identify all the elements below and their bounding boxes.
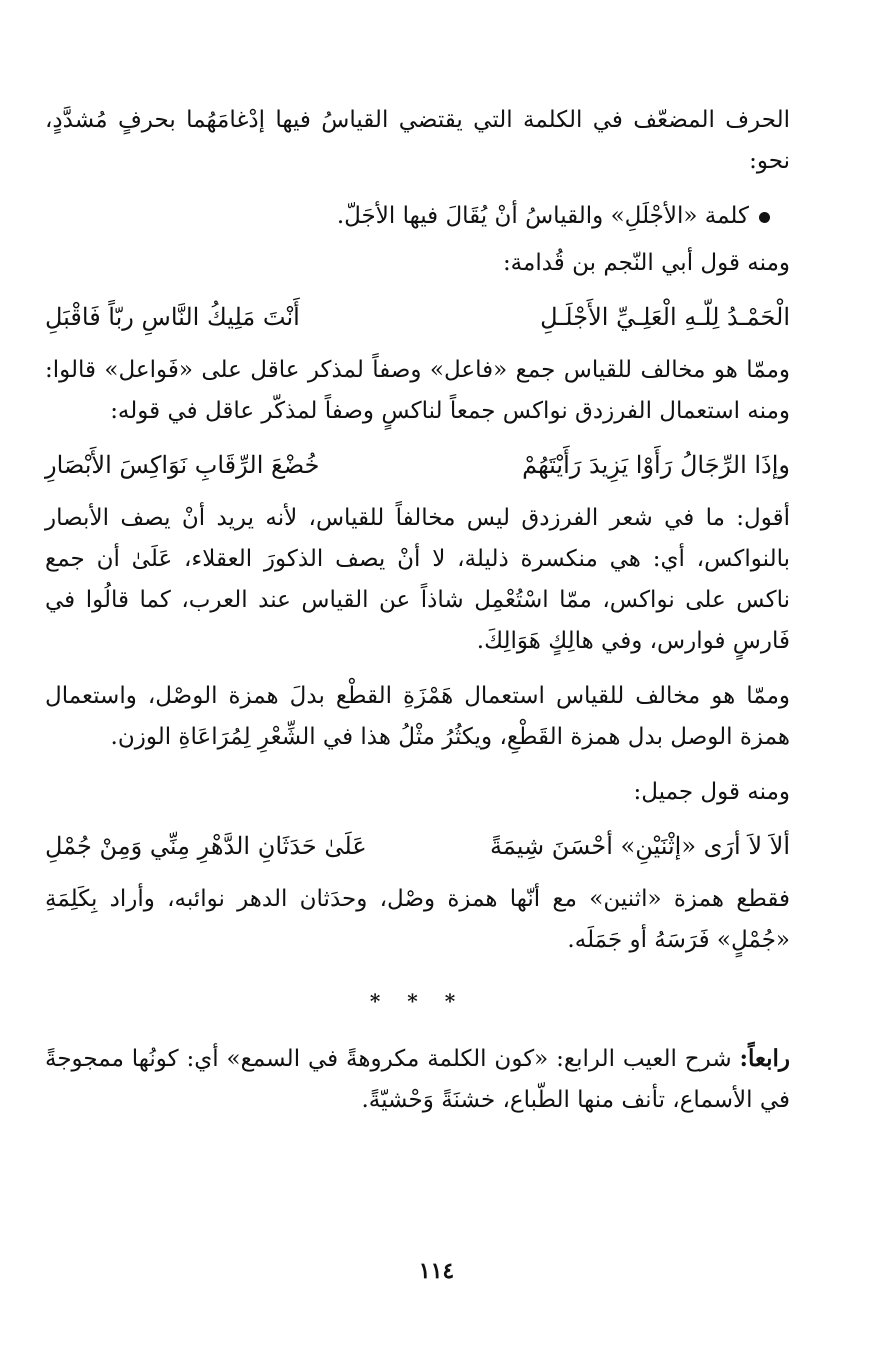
bullet-text: كلمة «الأجْلَلِ» والقياسُ أنْ يُقَالَ فيها الأجَلّ. <box>336 203 749 229</box>
verse-2-second-hemistich: خُضْعَ الرِّقَابِ نَوَاكِسَ الأَبْصَارِ <box>45 451 320 479</box>
bullet-icon <box>759 212 770 223</box>
verse-3-first-hemistich: ألاَ لاَ أرَى «إثْنَيْنِ» أحْسَنَ شِيمَةً <box>490 832 790 860</box>
paragraph-6: ومنه قول جميل: <box>633 779 790 805</box>
paragraph-3: وممّا هو مخالف للقياس جمع «فاعل» وصفاً لمذكر عاقل على «فَواعل» قالوا: ومنه استعمال الفرزدق نواكس جمعاً لناكسٍ وصفاً لمذكّر عاقل في قوله: <box>45 357 790 424</box>
verse-3 <box>45 825 790 867</box>
verse-3-second-hemistich: عَلَىٰ حَدَثَانِ الدَّهْرِ مِنِّي وَمِنْ جُمْلِ <box>45 832 367 860</box>
section-separator: * * * <box>369 989 466 1013</box>
verse-2 <box>45 444 790 486</box>
paragraph-1: الحرف المضعّف في الكلمة التي يقتضي القياسُ فيها إدْغامَهُما بحرفٍ مُشدَّدٍ، نحو: <box>45 107 790 174</box>
verse-1 <box>45 296 790 338</box>
section-lead: رابعاً: <box>739 1045 791 1072</box>
bullet-item <box>45 196 790 237</box>
verse-1-first-hemistich: الْحَمْـدُ لِلّـهِ الْعَلِـيِّ الأَجْلَـلِ <box>540 303 790 331</box>
verse-2-first-hemistich: وإذَا الرِّجَالُ رَأَوْا يَزِيدَ رَأَيْتَهُمْ <box>522 451 790 479</box>
page-body <box>45 100 790 1121</box>
paragraph-8 <box>45 1038 790 1121</box>
paragraph-4: أقول: ما في شعر الفرزدق ليس مخالفاً للقياس، لأنه يريد أنْ يصف الأبصار بالنواكس، أي: هي منكسرة ذليلة، لا أنْ يصف الذكورَ العقلاء، عَلَىٰ أن جمع ناكس على نواكس، ممّا اسْتُعْمِل شاذاً عن القياس عند العرب، كما قالُوا في فَارسٍ فوارس، وفي هالِكٍ هَوَالِكَ. <box>45 505 790 654</box>
verse-1-second-hemistich: أَنْتَ مَلِيكُ النَّاسِ ربّاً فَاقْبَلِ <box>45 303 300 331</box>
paragraph-7: فقطع همزة «اثنين» مع أنّها همزة وصْل، وحدَثان الدهر نوائبه، وأراد بِكَلِمَةِ «جُمْلٍ» فَرَسَهُ أو جَمَلَه. <box>45 886 790 953</box>
paragraph-5: وممّا هو مخالف للقياس استعمال هَمْزَةِ القطْع بدلَ همزة الوصْل، واستعمال همزة الوصل بدل همزة القَطْعِ، ويكثُرُ مثْلُ هذا في الشِّعْرِ لِمُرَاعَاةِ الوزن. <box>45 683 790 750</box>
paragraph-2: ومنه قول أبي النّجم بن قُدامة: <box>502 250 790 276</box>
page-number: ١١٤ <box>418 1258 455 1284</box>
paragraph-8-text: شرح العيب الرابع: «كون الكلمة مكروهةً في السمع» أي: كونُها ممجوجةً في الأسماع، تأنف منها الطّباع، خشنَةً وَحْشيّةً. <box>45 1046 790 1113</box>
